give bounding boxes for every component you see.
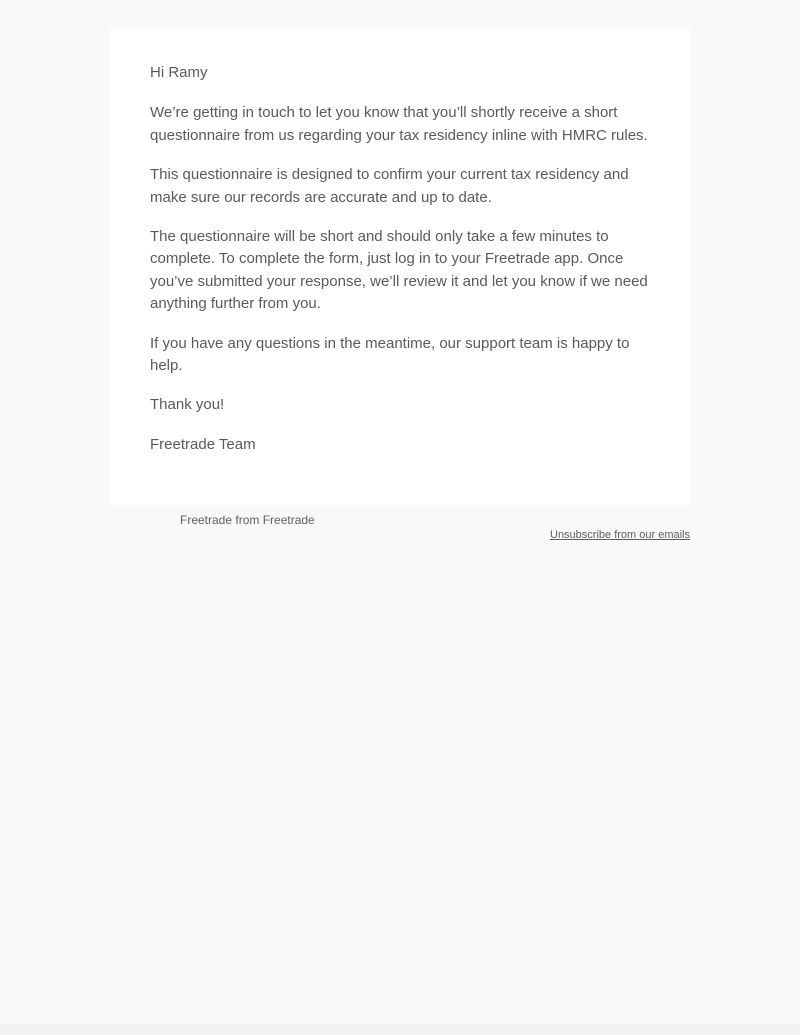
email-body-card: [110, 28, 690, 505]
greeting: Hi Ramy: [150, 64, 208, 81]
unsubscribe-link[interactable]: Unsubscribe from our emails: [550, 529, 690, 541]
closing: Thank you!: [150, 396, 225, 414]
footer-sender: Freetrade from Freetrade: [180, 513, 315, 527]
paragraph-purpose: This questionnaire is designed to confirm your current tax residency and make sure our records are accurate and up to date.: [150, 166, 629, 206]
bottom-bar: [0, 1024, 800, 1035]
paragraph-intro: We’re getting in touch to let you know that you’ll shortly receive a short questionnaire from us regarding your tax residency inline with HMRC rules.: [150, 104, 648, 144]
paragraph-instructions: The questionnaire will be short and should only take a few minutes to complete. To complete the form, just log in to your Freetrade app. Once you’ve submitted your response, we’ll review it and let you know if we need anything further from you.: [150, 228, 648, 313]
paragraph-support: If you have any questions in the meantime, our support team is happy to help.: [150, 334, 630, 375]
signature: Freetrade Team: [150, 435, 256, 453]
